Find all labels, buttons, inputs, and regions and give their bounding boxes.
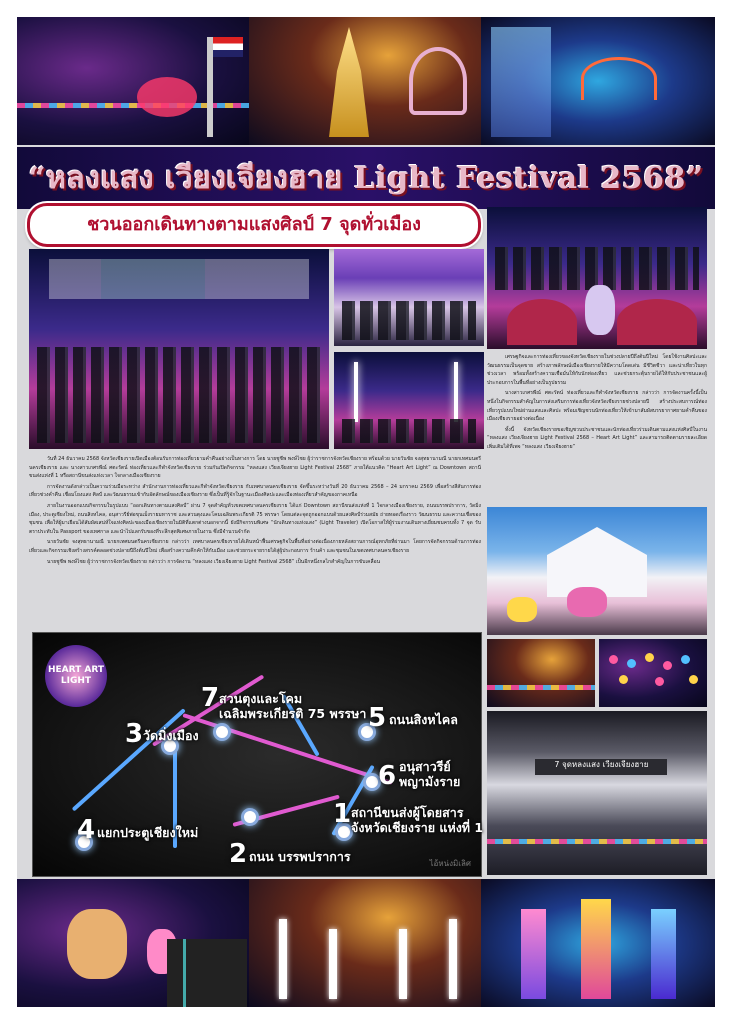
map-point-1-label: สถานีขนส่งผู้โดยสาร จังหวัดเชียงราย แห่งที่ 1 — [351, 805, 484, 835]
heart-art-light-logo: HEART ART LIGHT — [45, 645, 107, 707]
photo-lanterns — [599, 639, 707, 707]
photo-stage-dancers — [487, 207, 707, 349]
paragraph: ภายในงานออกแบบกิจกรรมในรูปแบบ “ออกเดินทางตามแสงศิลป์” ผ่าน 7 จุดสำคัญทั่วเขตเทศบาลนครเชียงราย ได้แก่ Downtown สถานีขนส่งแห่งที่ 1 ใจกลางเมืองเชียงราย, ถนนบรรพปราการ, วัดมิ่งเมือง, ประตูเชียงใหม่, ถนนสิงหไคล, อนุสาวรีย์พ่อขุนเม็งรายมหาราช และสวนตุงและโคมเฉลิมพระเกียรติ 75 พรรษา โดยแต่ละจุดถูกออกแบบด้วยแสงศิลป์ร่วมสมัย ถ่ายทอดเรื่องราว วัฒนธรรม และความเชื่อของชุมชน เพื่อให้ผู้มาเยือนได้สัมผัสเสน่ห์ใจแห่งศิลปะของเมืองเชียงรายในมิติที่แตกต่างนอกจากนี้ ยังมีกิจกรรมพิเศษ “นักเดินทางแห่งแสง” (Light Traveler) เปิดโอกาสให้ผู้ร่วมงานเดินทางเยี่ยมชมครบทั้ง 7 จุด รับตราประทับใน Passport ของเทศกาล และนำไปแลกรับของที่ระลึกสุดพิเศษภายในงาน ซึ่งมีจำนวนจำกัด — [29, 502, 481, 535]
paragraph: ทั้งนี้ จังหวัดเชียงรายขอเชิญชวนประชาชนและนักท่องเที่ยวร่วมเดินตามแสงแห่งศิลป์ในงาน “หลงแสง เวียงเจียงฮาย Light Festival 2568 – Heart Art Light” และสามารถติดตามรายละเอียดเพิ่มเติมได้ที่เพจ “หลงแสง เวียงเจียงฮาย” — [487, 426, 707, 450]
map-point-7-number: 7 — [201, 683, 220, 713]
map-point-4-label: แยกประตูเชียงใหม่ — [97, 825, 199, 840]
building-banner: 7 จุดหลงแสง เวียงเจียงฮาย — [535, 759, 667, 775]
photo-flower-lights — [481, 17, 715, 145]
article-right — [487, 353, 707, 503]
paragraph: การจัดงานดังกล่าวเป็นความร่วมมือระหว่าง สำนักงานการท่องเที่ยวและกีฬาจังหวัดเชียงราย กับเทศบาลนครเชียงราย จัดขึ้นระหว่างวันที่ 20 ธันวาคม 2568 – 24 มกราคม 2569 เพื่อสร้างสีสันการท่องเที่ยวช่วงค่ำคืน เชื่อมโยงแสง ศิลป์ และวัฒนธรรมเข้ากับอัตลักษณ์ของเมืองเชียงราย ซึ่งเป็นที่รู้จักในฐานะเมืองศิลปะและเมืองท่องเที่ยวสำคัญของภาคเหนือ — [29, 483, 481, 499]
map-point-7-label: สวนตุงและโคม เฉลิมพระเกียรติ 75 พรรษา — [219, 691, 367, 721]
photo-bus-station-building — [487, 711, 707, 875]
subheadline: ชวนออกเดินทางตามแสงศิลป์ 7 จุดทั่วเมือง — [27, 203, 481, 247]
photo-golden-tower — [249, 17, 481, 145]
map-point-4-number: 4 — [77, 815, 96, 845]
map-marker — [213, 723, 231, 741]
photo-ceremony — [334, 249, 484, 346]
map-point-5-label: ถนนสิงหไคล — [389, 712, 458, 727]
paragraph: นายวันชัย จงสุทธานามณี นายกเทศมนตรีนครเชียงราย กล่าวว่า เทศบาลนครเชียงรายได้เดินหน้าฟื้นเศรษฐกิจในพื้นที่อย่างต่อเนื่องภายหลังสถานการณ์อุทกภัยที่ผ่านมา โดยการจัดกิจกรรมด้านการท่องเที่ยวและกิจกรรมเชิงสร้างสรรค์ตลอดช่วงปลายปีถึงต้นปีใหม่ เพื่อสร้างความคึกคักให้กับเมือง และช่วยกระจายรายได้สู่ผู้ประกอบการ ร้านค้า และชุมชนในเขตเทศบาลนครเชียงราย — [29, 539, 481, 554]
route-map — [32, 632, 482, 877]
map-marker — [241, 808, 259, 826]
map-point-6-label: อนุสาวรีย์ พญามังราย — [399, 759, 461, 789]
map-credit: ไอ้หน่งมิเลิศ — [429, 859, 471, 868]
map-point-5-number: 5 — [368, 703, 387, 733]
photo-opening-group — [29, 249, 329, 449]
photo-lit-sculptures — [487, 639, 595, 707]
photo-lion-sculpture — [17, 879, 249, 1007]
paragraph: นายชูชีพ พงษ์ไชย ผู้ว่าราชการจังหวัดเชียงราย กล่าวว่า การจัดงาน “หลงแสง เวียงเจียงฮาย Light Festival 2568” เป็นอีกหนึ่งกลไกสำคัญในการขับเคลื่อน — [47, 558, 380, 565]
map-point-3-number: 3 — [125, 719, 144, 749]
photo-garden-lights — [17, 17, 249, 145]
map-point-6-number: 6 — [378, 761, 397, 791]
photo-temple-lights — [487, 507, 707, 635]
newspaper-page — [17, 17, 715, 1007]
map-point-2-number: 2 — [229, 839, 248, 869]
article-left — [29, 455, 481, 633]
headline: “หลงแสง เวียงเจียงฮาย Light Festival 2568” — [28, 161, 704, 196]
photo-lantern-towers — [481, 879, 715, 1007]
paragraph: นางสาวเกศรพีณ์ ศตะรัตน์ ท่องเที่ยวและกีฬาจังหวัดเชียงราย กล่าวว่า การจัดงานครั้งนี้เป็นหนึ่งในกิจกรรมสำคัญในการส่งเสริมการท่องเที่ยวจังหวัดเชียงรายช่วงปลายปี สร้างประสบการณ์ท่องเที่ยวรูปแบบใหม่ผ่านแสงและศิลปะ พร้อมเชิญชวนนักท่องเที่ยวให้เข้ามาสัมผัสบรรยากาศยามค่ำคืนของเมืองเชียงรายอย่างต่อเนื่อง — [487, 390, 707, 423]
photo-light-columns — [249, 879, 481, 1007]
photo-stage-fireworks — [334, 352, 484, 449]
map-point-2-label: ถนน บรรพปราการ — [249, 849, 351, 864]
map-point-3-label: วัดมิ่งเมือง — [143, 728, 199, 743]
paragraph: วันที่ 24 ธันวาคม 2568 จังหวัดเชียงรายเปิดเมืองต้อนรับการท่องเที่ยวยามค่ำคืนอย่างเป็นทางการ โดย นายชูชีพ พงษ์ไชย ผู้ว่าราชการจังหวัดเชียงราย พร้อมด้วย นายวันชัย จงสุทธานามณี นายกเทศมนตรีนครเชียงราย และ นางสาวเกศรพีณ์ ศตะรัตน์ ท่องเที่ยวและกีฬาจังหวัดเชียงราย ร่วมกันเปิดกิจกรรม “หลงแสง เวียงเจียงฮาย Light Festival 2568” ภายใต้แนวคิด “Heart Art Light” ณ Downtown สถานีขนส่งแห่งที่ 1 หรือสถานีขนส่งแห่งเวลา ใจกลางเมืองเชียงราย — [29, 456, 481, 480]
map-point-1-number: 1 — [333, 799, 352, 829]
paragraph: เศรษฐกิจและการท่องเที่ยวของจังหวัดเชียงรายในช่วงปลายปีถึงต้นปีใหม่ โดยใช้งานศิลปะและวัฒนธรรมเป็นจุดขาย สร้างภาพลักษณ์เมืองเชียงรายให้มีความโดดเด่น มีชีวิตชีวา และน่าเที่ยวในทุกช่วงเวลา พร้อมทั้งสร้างความเชื่อมั่นให้กับนักท่องเที่ยว และช่วยกระตุ้นรายได้ให้กับประชาชนและผู้ประกอบการในพื้นที่อย่างเป็นรูปธรรม — [487, 354, 707, 386]
